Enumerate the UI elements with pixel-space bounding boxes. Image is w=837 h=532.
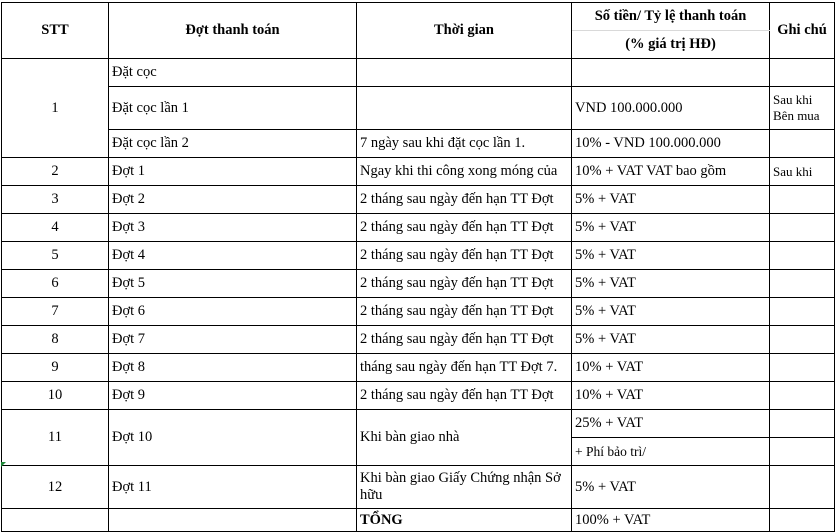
table-row [2, 326, 835, 354]
cell-stt: 1 [2, 59, 109, 158]
cell-comment-marker-icon [1, 462, 6, 467]
cell-ghi-chu [770, 438, 835, 466]
cell-thoi-gian: 2 tháng sau ngày đến hạn TT Đợt [357, 382, 572, 410]
cell-so-tien-sub: + Phí bảo trì/ [572, 438, 770, 466]
table-row [2, 214, 835, 242]
total-value: 100% + VAT [572, 509, 770, 532]
cell-stt: 10 [2, 382, 109, 410]
table-row [2, 130, 835, 158]
cell-ghi-chu [770, 298, 835, 326]
cell-dot: Đợt 9 [109, 382, 357, 410]
cell-so-tien: 10% + VAT [572, 382, 770, 410]
cell-dot: Đợt 5 [109, 270, 357, 298]
cell-ghi-chu [770, 354, 835, 382]
table-row [2, 270, 835, 298]
cell-ghi-chu [770, 382, 835, 410]
header-ghi-chu: Ghi chú [770, 3, 835, 59]
table-row [2, 87, 835, 130]
header-thoi-gian: Thời gian [357, 3, 572, 59]
cell-dot: Đợt 2 [109, 186, 357, 214]
cell-so-tien: 5% + VAT [572, 186, 770, 214]
cell-dot: Đợt 6 [109, 298, 357, 326]
cell-thoi-gian: 2 tháng sau ngày đến hạn TT Đợt [357, 242, 572, 270]
cell-ghi-chu: Sau khi [770, 158, 835, 186]
cell-ghi-chu [770, 242, 835, 270]
header-so-tien: Số tiền/ Tỷ lệ thanh toán [572, 3, 770, 31]
cell-stt: 2 [2, 158, 109, 186]
table-row [2, 242, 835, 270]
cell-stt [2, 509, 109, 532]
header-so-tien-sub: (% giá trị HĐ) [572, 31, 770, 59]
cell-dot: Đặt cọc [109, 59, 357, 87]
cell-thoi-gian: 7 ngày sau khi đặt cọc lần 1. [357, 130, 572, 158]
cell-dot: Đợt 11 [109, 466, 357, 509]
cell-so-tien: 5% + VAT [572, 242, 770, 270]
cell-stt: 5 [2, 242, 109, 270]
cell-so-tien: 5% + VAT [572, 214, 770, 242]
table-row [2, 466, 835, 509]
cell-thoi-gian: Khi bàn giao Giấy Chứng nhận Sở hữu [357, 466, 572, 509]
cell-ghi-chu [770, 270, 835, 298]
cell-ghi-chu [770, 326, 835, 354]
cell-thoi-gian: 2 tháng sau ngày đến hạn TT Đợt [357, 270, 572, 298]
cell-dot: Đặt cọc lần 2 [109, 130, 357, 158]
cell-stt: 9 [2, 354, 109, 382]
cell-thoi-gian [357, 59, 572, 87]
table-row [2, 410, 835, 438]
total-label: TỔNG [357, 509, 572, 532]
cell-stt: 8 [2, 326, 109, 354]
cell-so-tien: 10% + VAT [572, 354, 770, 382]
cell-stt: 12 [2, 466, 109, 509]
cell-stt: 7 [2, 298, 109, 326]
cell-stt: 4 [2, 214, 109, 242]
cell-thoi-gian: 2 tháng sau ngày đến hạn TT Đợt [357, 214, 572, 242]
cell-dot: Đợt 10 [109, 410, 357, 466]
payment-schedule-table [1, 2, 835, 532]
cell-thoi-gian: 2 tháng sau ngày đến hạn TT Đợt [357, 186, 572, 214]
cell-thoi-gian: 2 tháng sau ngày đến hạn TT Đợt [357, 298, 572, 326]
cell-so-tien: 10% + VAT VAT bao gồm [572, 158, 770, 186]
cell-so-tien: VND 100.000.000 [572, 87, 770, 130]
cell-thoi-gian [357, 87, 572, 130]
table-row [2, 298, 835, 326]
cell-so-tien: 5% + VAT [572, 298, 770, 326]
cell-ghi-chu [770, 214, 835, 242]
table-row [2, 186, 835, 214]
cell-dot [109, 509, 357, 532]
cell-ghi-chu: Sau khi Bên mua [770, 87, 835, 130]
cell-ghi-chu [770, 509, 835, 532]
cell-so-tien: 10% - VND 100.000.000 [572, 130, 770, 158]
cell-ghi-chu [770, 130, 835, 158]
cell-stt: 6 [2, 270, 109, 298]
cell-dot: Đợt 4 [109, 242, 357, 270]
table-row [2, 354, 835, 382]
cell-dot: Đợt 1 [109, 158, 357, 186]
cell-ghi-chu [770, 59, 835, 87]
cell-dot: Đợt 7 [109, 326, 357, 354]
total-row [2, 509, 835, 532]
cell-stt: 11 [2, 410, 109, 466]
cell-thoi-gian: tháng sau ngày đến hạn TT Đợt 7. [357, 354, 572, 382]
cell-so-tien: 5% + VAT [572, 270, 770, 298]
cell-thoi-gian: Ngay khi thi công xong móng của [357, 158, 572, 186]
header-stt: STT [2, 3, 109, 59]
cell-so-tien [572, 59, 770, 87]
table-row [2, 158, 835, 186]
cell-ghi-chu [770, 186, 835, 214]
table-row [2, 382, 835, 410]
cell-dot: Đợt 8 [109, 354, 357, 382]
header-row [2, 3, 835, 31]
cell-so-tien: 25% + VAT [572, 410, 770, 438]
cell-thoi-gian: Khi bàn giao nhà [357, 410, 572, 466]
cell-so-tien: 5% + VAT [572, 326, 770, 354]
header-dot-thanh-toan: Đợt thanh toán [109, 3, 357, 59]
table-row [2, 59, 835, 87]
cell-so-tien: 5% + VAT [572, 466, 770, 509]
cell-thoi-gian: 2 tháng sau ngày đến hạn TT Đợt [357, 326, 572, 354]
cell-ghi-chu [770, 410, 835, 438]
cell-ghi-chu [770, 466, 835, 509]
cell-dot: Đợt 3 [109, 214, 357, 242]
cell-stt: 3 [2, 186, 109, 214]
cell-dot: Đặt cọc lần 1 [109, 87, 357, 130]
